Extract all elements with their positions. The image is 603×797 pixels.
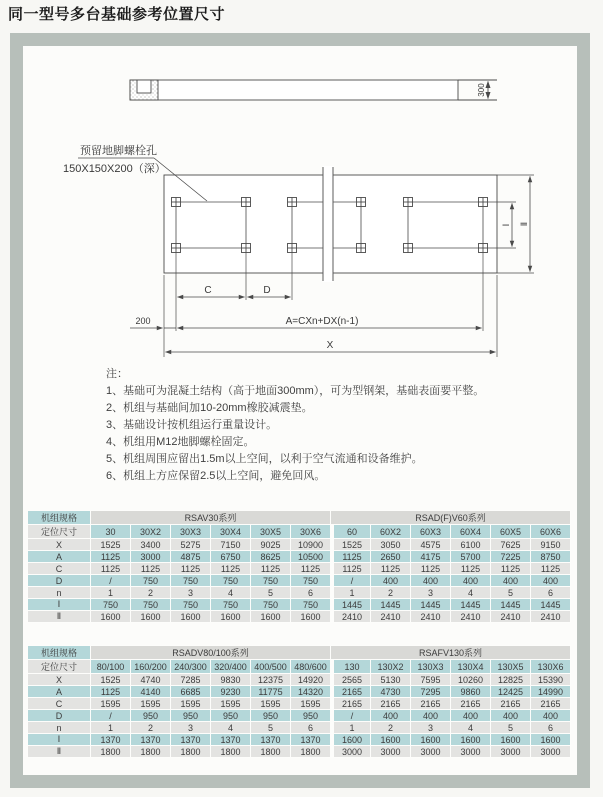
value-cell: 5 [491, 722, 530, 733]
value-cell: 4 [451, 722, 490, 733]
value-cell: 2410 [371, 611, 410, 622]
value-cell: 1125 [251, 563, 290, 574]
value-cell: 4740 [131, 674, 170, 685]
value-cell: 400 [411, 710, 450, 721]
model-header-cell: 130X5 [491, 660, 530, 673]
value-cell: 1600 [451, 734, 490, 745]
model-header-cell: 80/100 [91, 660, 130, 673]
value-cell: 1445 [451, 599, 490, 610]
value-cell: 1125 [411, 563, 450, 574]
notes-section [106, 366, 484, 485]
value-cell: 750 [251, 575, 290, 586]
value-cell: 1370 [171, 734, 210, 745]
value-cell: 400 [451, 575, 490, 586]
model-header-cell: 130X6 [531, 660, 570, 673]
value-cell: 1 [331, 722, 370, 733]
value-cell: 9025 [251, 539, 290, 550]
value-cell: 2 [371, 722, 410, 733]
value-cell: 6685 [171, 686, 210, 697]
value-cell: 14990 [531, 686, 570, 697]
value-cell: 1600 [211, 611, 250, 622]
value-cell: 4140 [131, 686, 170, 697]
value-cell: 3 [171, 587, 210, 598]
value-cell: 3 [171, 722, 210, 733]
series-header-cell: RSADV80/100系列 [91, 646, 330, 659]
value-cell: 3 [411, 722, 450, 733]
row-label-cell: X [28, 539, 90, 550]
value-cell: 4 [451, 587, 490, 598]
model-header-cell: 160/200 [131, 660, 170, 673]
value-cell: 1370 [211, 734, 250, 745]
value-cell: 4575 [411, 539, 450, 550]
value-cell: 5 [251, 587, 290, 598]
value-cell: 1445 [411, 599, 450, 610]
value-cell: 1125 [91, 551, 130, 562]
dim-ii-label: Ⅱ [519, 221, 529, 227]
value-cell: 750 [131, 599, 170, 610]
row-label-cell: A [28, 686, 90, 697]
model-header-cell: 130X3 [411, 660, 450, 673]
value-cell: 2 [131, 722, 170, 733]
value-cell: 400 [411, 575, 450, 586]
value-cell: 2410 [411, 611, 450, 622]
value-cell: 8750 [531, 551, 570, 562]
value-cell: 950 [291, 710, 330, 721]
value-cell: 2410 [451, 611, 490, 622]
value-cell: 400 [531, 575, 570, 586]
model-header-cell: 130 [331, 660, 370, 673]
value-cell: 10900 [291, 539, 330, 550]
value-cell: 6 [291, 587, 330, 598]
value-cell: 1800 [131, 746, 170, 757]
value-cell: 750 [211, 575, 250, 586]
value-cell: 1 [91, 722, 130, 733]
series-header-cell: RSAV30系列 [91, 511, 330, 524]
value-cell: 2410 [331, 611, 370, 622]
value-cell: 400 [491, 575, 530, 586]
value-cell: 1125 [171, 563, 210, 574]
value-cell: 1125 [91, 563, 130, 574]
value-cell: 1445 [531, 599, 570, 610]
value-cell: 400 [451, 710, 490, 721]
value-cell: 1445 [331, 599, 370, 610]
value-cell: 1800 [291, 746, 330, 757]
model-header-cell: 130X2 [371, 660, 410, 673]
note-item: 6、机组上方应保留2.5以上空间，避免回风。 [106, 470, 326, 482]
table-row [28, 698, 570, 709]
value-cell: 3000 [131, 551, 170, 562]
note-item: 5、机组周围应留出1.5m以上空间，以利于空气流通和设备维护。 [106, 453, 423, 465]
value-cell: 950 [251, 710, 290, 721]
value-cell: 750 [171, 575, 210, 586]
value-cell: 2165 [531, 698, 570, 709]
plan-view [78, 158, 534, 357]
value-cell: 1595 [91, 698, 130, 709]
value-cell: 1800 [251, 746, 290, 757]
value-cell: 11775 [251, 686, 290, 697]
model-header-cell: 60X3 [411, 525, 450, 538]
value-cell: 2410 [491, 611, 530, 622]
value-cell: 2410 [531, 611, 570, 622]
value-cell: 7285 [171, 674, 210, 685]
spec-header-cell: 机组规格 [28, 511, 90, 524]
value-cell: 1595 [211, 698, 250, 709]
value-cell: 1600 [251, 611, 290, 622]
value-cell: 4 [211, 722, 250, 733]
table-row [28, 710, 570, 721]
value-cell: 3400 [131, 539, 170, 550]
model-header-cell: 30X5 [251, 525, 290, 538]
value-cell: 6 [531, 587, 570, 598]
value-cell: 1 [331, 587, 370, 598]
model-header-cell: 480/600 [291, 660, 330, 673]
value-cell: 4730 [371, 686, 410, 697]
value-cell: 1125 [491, 563, 530, 574]
value-cell: 1600 [291, 611, 330, 622]
dim-200-label: 200 [135, 316, 151, 326]
row-label-cell: Ⅰ [28, 734, 90, 745]
value-cell: 2165 [371, 698, 410, 709]
series-header-cell: RSAFV130系列 [331, 646, 570, 659]
value-cell: 1370 [291, 734, 330, 745]
side-height-dim-label: 300 [477, 83, 486, 97]
dim-header-cell: 定位尺寸 [28, 525, 90, 538]
row-label-cell: C [28, 698, 90, 709]
value-cell: 14920 [291, 674, 330, 685]
dim-d-label: D [263, 285, 271, 296]
table-row [28, 575, 570, 586]
row-label-cell: D [28, 575, 90, 586]
value-cell: 10500 [291, 551, 330, 562]
table-row [28, 539, 570, 550]
model-header-cell: 30X3 [171, 525, 210, 538]
value-cell: 10260 [451, 674, 490, 685]
value-cell: 1600 [171, 611, 210, 622]
value-cell: 5130 [371, 674, 410, 685]
value-cell: 3000 [451, 746, 490, 757]
value-cell: 1525 [91, 674, 130, 685]
model-header-cell: 60X4 [451, 525, 490, 538]
value-cell: 1445 [491, 599, 530, 610]
note-item: 3、基础设计按机组运行重量设计。 [106, 419, 278, 431]
value-cell: 8625 [251, 551, 290, 562]
table-row [28, 599, 570, 610]
value-cell: 6 [291, 722, 330, 733]
value-cell: 750 [131, 575, 170, 586]
note-item: 1、基础可为混凝土结构（高于地面300mm），可为型钢架，基础表面要平整。 [106, 385, 485, 397]
value-cell: 1125 [451, 563, 490, 574]
value-cell: 3050 [371, 539, 410, 550]
dim-c-label: C [204, 285, 212, 296]
value-cell: 950 [171, 710, 210, 721]
value-cell: 400 [531, 710, 570, 721]
value-cell: 1525 [331, 539, 370, 550]
value-cell: 3000 [491, 746, 530, 757]
value-cell: 7150 [211, 539, 250, 550]
model-header-cell: 30X2 [131, 525, 170, 538]
dim-x-label: X [326, 340, 334, 351]
value-cell: 1525 [91, 539, 130, 550]
value-cell: 3000 [531, 746, 570, 757]
table-row [28, 722, 570, 733]
model-header-cell: 60X5 [491, 525, 530, 538]
value-cell: 1445 [371, 599, 410, 610]
value-cell: 5275 [171, 539, 210, 550]
value-cell: 7625 [491, 539, 530, 550]
value-cell: 1370 [91, 734, 130, 745]
value-cell: 7295 [411, 686, 450, 697]
value-cell: 1600 [91, 611, 130, 622]
value-cell: 400 [371, 575, 410, 586]
value-cell: 9230 [211, 686, 250, 697]
table-row [28, 746, 570, 757]
value-cell: 1370 [251, 734, 290, 745]
value-cell: 7225 [491, 551, 530, 562]
value-cell: 1125 [291, 563, 330, 574]
row-label-cell: C [28, 563, 90, 574]
dimension-table-series80-130 [27, 645, 571, 758]
value-cell: 1800 [91, 746, 130, 757]
value-cell: 750 [251, 599, 290, 610]
value-cell: 750 [291, 575, 330, 586]
dim-i-label: Ⅰ [501, 223, 511, 227]
value-cell: 1125 [331, 551, 370, 562]
value-cell: 12425 [491, 686, 530, 697]
table-row [28, 734, 570, 745]
value-cell: 1600 [331, 734, 370, 745]
value-cell: / [91, 710, 130, 721]
value-cell: 6 [531, 722, 570, 733]
model-header-cell: 60X2 [371, 525, 410, 538]
bolt-hole-label-line2: 150X150X200（深） [63, 163, 166, 175]
value-cell: 14320 [291, 686, 330, 697]
value-cell: 1125 [371, 563, 410, 574]
value-cell: 4 [211, 587, 250, 598]
value-cell: 7595 [411, 674, 450, 685]
table-row [28, 587, 570, 598]
model-header-cell: 130X4 [451, 660, 490, 673]
value-cell: 2 [371, 587, 410, 598]
value-cell: 1595 [131, 698, 170, 709]
value-cell: / [331, 710, 370, 721]
note-item: 4、机组用M12地脚螺栓固定。 [106, 436, 255, 448]
value-cell: 9860 [451, 686, 490, 697]
side-view [130, 80, 497, 100]
model-header-cell: 30X4 [211, 525, 250, 538]
value-cell: 5 [491, 587, 530, 598]
series-header-cell: RSAD(F)V60系列 [331, 511, 570, 524]
value-cell: 750 [291, 599, 330, 610]
value-cell: 1595 [171, 698, 210, 709]
model-header-cell: 60X6 [531, 525, 570, 538]
row-label-cell: A [28, 551, 90, 562]
model-header-cell: 60 [331, 525, 370, 538]
value-cell: 1600 [531, 734, 570, 745]
spec-header-cell: 机组规格 [28, 646, 90, 659]
value-cell: 3000 [411, 746, 450, 757]
value-cell: 2650 [371, 551, 410, 562]
value-cell: 3 [411, 587, 450, 598]
value-cell: 5 [251, 722, 290, 733]
dim-a-formula-label: A=CXn+DX(n-1) [285, 316, 359, 327]
page-title: 同一型号多台基础参考位置尺寸 [8, 6, 226, 23]
table-row [28, 563, 570, 574]
row-label-cell: Ⅱ [28, 746, 90, 757]
value-cell: 1600 [411, 734, 450, 745]
row-label-cell: n [28, 722, 90, 733]
value-cell: 1 [91, 587, 130, 598]
value-cell: 1600 [131, 611, 170, 622]
value-cell: 2 [131, 587, 170, 598]
value-cell: 1800 [211, 746, 250, 757]
row-label-cell: X [28, 674, 90, 685]
value-cell: 1800 [171, 746, 210, 757]
value-cell: 12825 [491, 674, 530, 685]
value-cell: 1595 [251, 698, 290, 709]
value-cell: 1125 [131, 563, 170, 574]
value-cell: 15390 [531, 674, 570, 685]
value-cell: 750 [171, 599, 210, 610]
value-cell: 3000 [371, 746, 410, 757]
row-label-cell: Ⅱ [28, 611, 90, 622]
model-header-cell: 30 [91, 525, 130, 538]
value-cell: 4875 [171, 551, 210, 562]
value-cell: 6100 [451, 539, 490, 550]
notes-heading: 注： [106, 368, 128, 380]
value-cell: 3000 [331, 746, 370, 757]
row-label-cell: Ⅰ [28, 599, 90, 610]
value-cell: 400 [491, 710, 530, 721]
row-label-cell: D [28, 710, 90, 721]
bolt-hole-label-line1: 预留地脚螺栓孔 [80, 145, 157, 157]
dimension-table-series30-60 [27, 510, 571, 623]
value-cell: 1595 [291, 698, 330, 709]
value-cell: 2165 [331, 686, 370, 697]
value-cell: 1370 [131, 734, 170, 745]
table-row [28, 674, 570, 685]
value-cell: 750 [91, 599, 130, 610]
value-cell: 9150 [531, 539, 570, 550]
note-item: 2、机组与基础间加10-20mm橡胶减震垫。 [106, 402, 313, 414]
table-row [28, 551, 570, 562]
row-label-cell: n [28, 587, 90, 598]
value-cell: 1125 [211, 563, 250, 574]
value-cell: 9830 [211, 674, 250, 685]
value-cell: 2165 [491, 698, 530, 709]
value-cell: 2165 [331, 698, 370, 709]
value-cell: 950 [211, 710, 250, 721]
value-cell: 1125 [91, 686, 130, 697]
model-header-cell: 320/400 [211, 660, 250, 673]
table-row [28, 611, 570, 622]
value-cell: 1600 [491, 734, 530, 745]
value-cell: 2565 [331, 674, 370, 685]
value-cell: 5700 [451, 551, 490, 562]
value-cell: 750 [211, 599, 250, 610]
model-header-cell: 400/500 [251, 660, 290, 673]
model-header-cell: 240/300 [171, 660, 210, 673]
value-cell: 400 [371, 710, 410, 721]
value-cell: 2165 [411, 698, 450, 709]
value-cell: 12375 [251, 674, 290, 685]
value-cell: 1125 [531, 563, 570, 574]
value-cell: 4175 [411, 551, 450, 562]
model-header-cell: 30X6 [291, 525, 330, 538]
value-cell: / [331, 575, 370, 586]
dim-header-cell: 定位尺寸 [28, 660, 90, 673]
value-cell: 2165 [451, 698, 490, 709]
value-cell: 950 [131, 710, 170, 721]
value-cell: 6750 [211, 551, 250, 562]
value-cell: 1125 [331, 563, 370, 574]
table-row [28, 686, 570, 697]
value-cell: / [91, 575, 130, 586]
value-cell: 1600 [371, 734, 410, 745]
